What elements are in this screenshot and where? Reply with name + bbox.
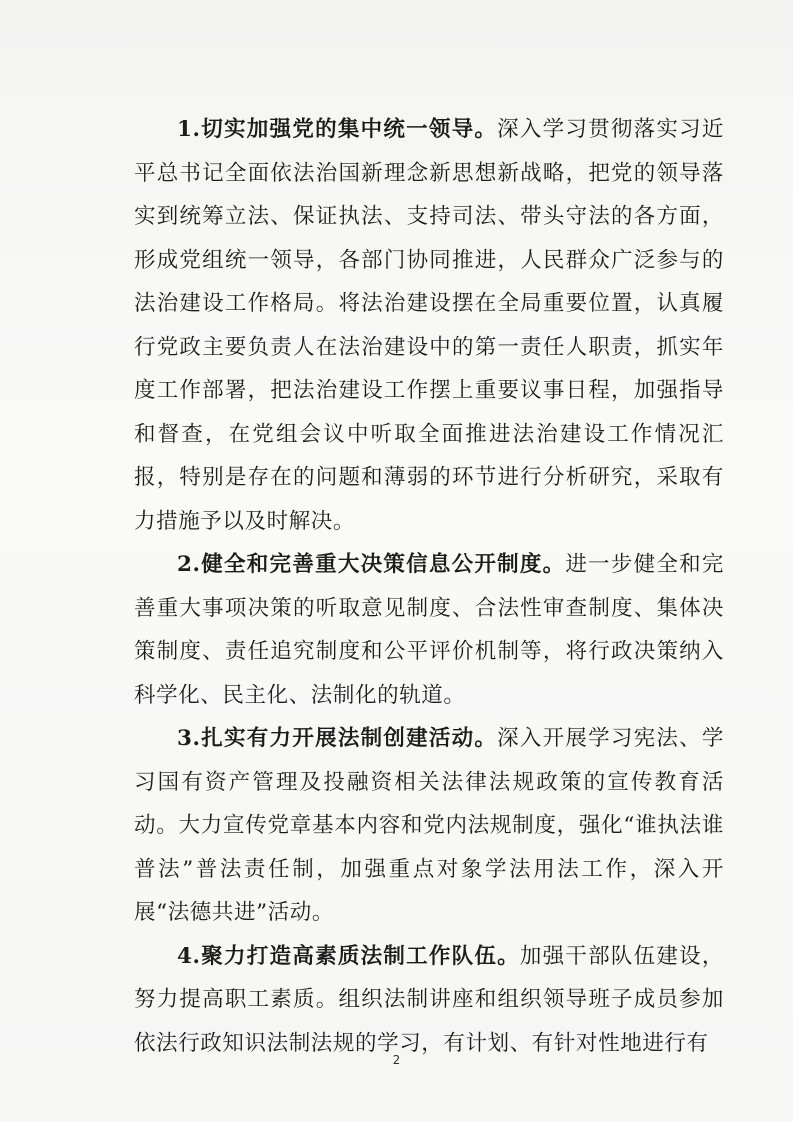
paragraph-4 bbox=[134, 935, 724, 1066]
paragraph-4-text: 加强干部队伍建设，努力提高职工素质。组织法制讲座和组织领导班子成员参加依法行政知识法制法规的学习，有计划、有针对性地进行有 bbox=[134, 943, 724, 1056]
paragraph-3-heading: 3.扎实有力开展法制创建活动。 bbox=[177, 726, 498, 751]
paragraph-2-heading: 2.健全和完善重大决策信息公开制度。 bbox=[177, 552, 566, 577]
paragraph-3 bbox=[134, 717, 724, 935]
paragraph-3-text: 深入开展学习宪法、学习国有资产管理及投融资相关法律法规政策的宣传教育活动。大力宣传党章基本内容和党内法规制度，强化“谁执法谁普法”普法责任制，加强重点对象学法用法工作，深入开展“法德共进”活动。 bbox=[134, 726, 724, 925]
page-number: 2 bbox=[392, 1053, 401, 1067]
paragraph-2-text: 进一步健全和完善重大事项决策的听取意见制度、合法性审查制度、集体决策制度、责任追究制度和公平评价机制等，将行政决策纳入科学化、民主化、法制化的轨道。 bbox=[134, 552, 725, 708]
paragraph-4-heading: 4.聚力打造高素质法制工作队伍。 bbox=[177, 943, 520, 969]
document-body bbox=[134, 108, 724, 1065]
paragraph-1 bbox=[134, 108, 724, 543]
paragraph-1-heading: 1.切实加强党的集中统一领导。 bbox=[177, 117, 498, 142]
paragraph-1-text: 深入学习贯彻落实习近平总书记全面依法治国新理念新思想新战略，把党的领导落实到统筹立法、保证执法、支持司法、带头守法的各方面，形成党组统一领导，各部门协同推进，人民群众广泛参与的法治建设工作格局。将法治建设摆在全局重要位置，认真履行党政主要负责人在法治建设中的第一责任人职责，抓实年度工作部署，把法治建设工作摆上重要议事日程，加强指导和督查，在党组会议中听取全面推进法治建设工作情况汇报，特别是存在的问题和薄弱的环节进行分析研究，采取有力措施予以及时解决。 bbox=[134, 117, 724, 534]
paragraph-2 bbox=[134, 543, 724, 717]
